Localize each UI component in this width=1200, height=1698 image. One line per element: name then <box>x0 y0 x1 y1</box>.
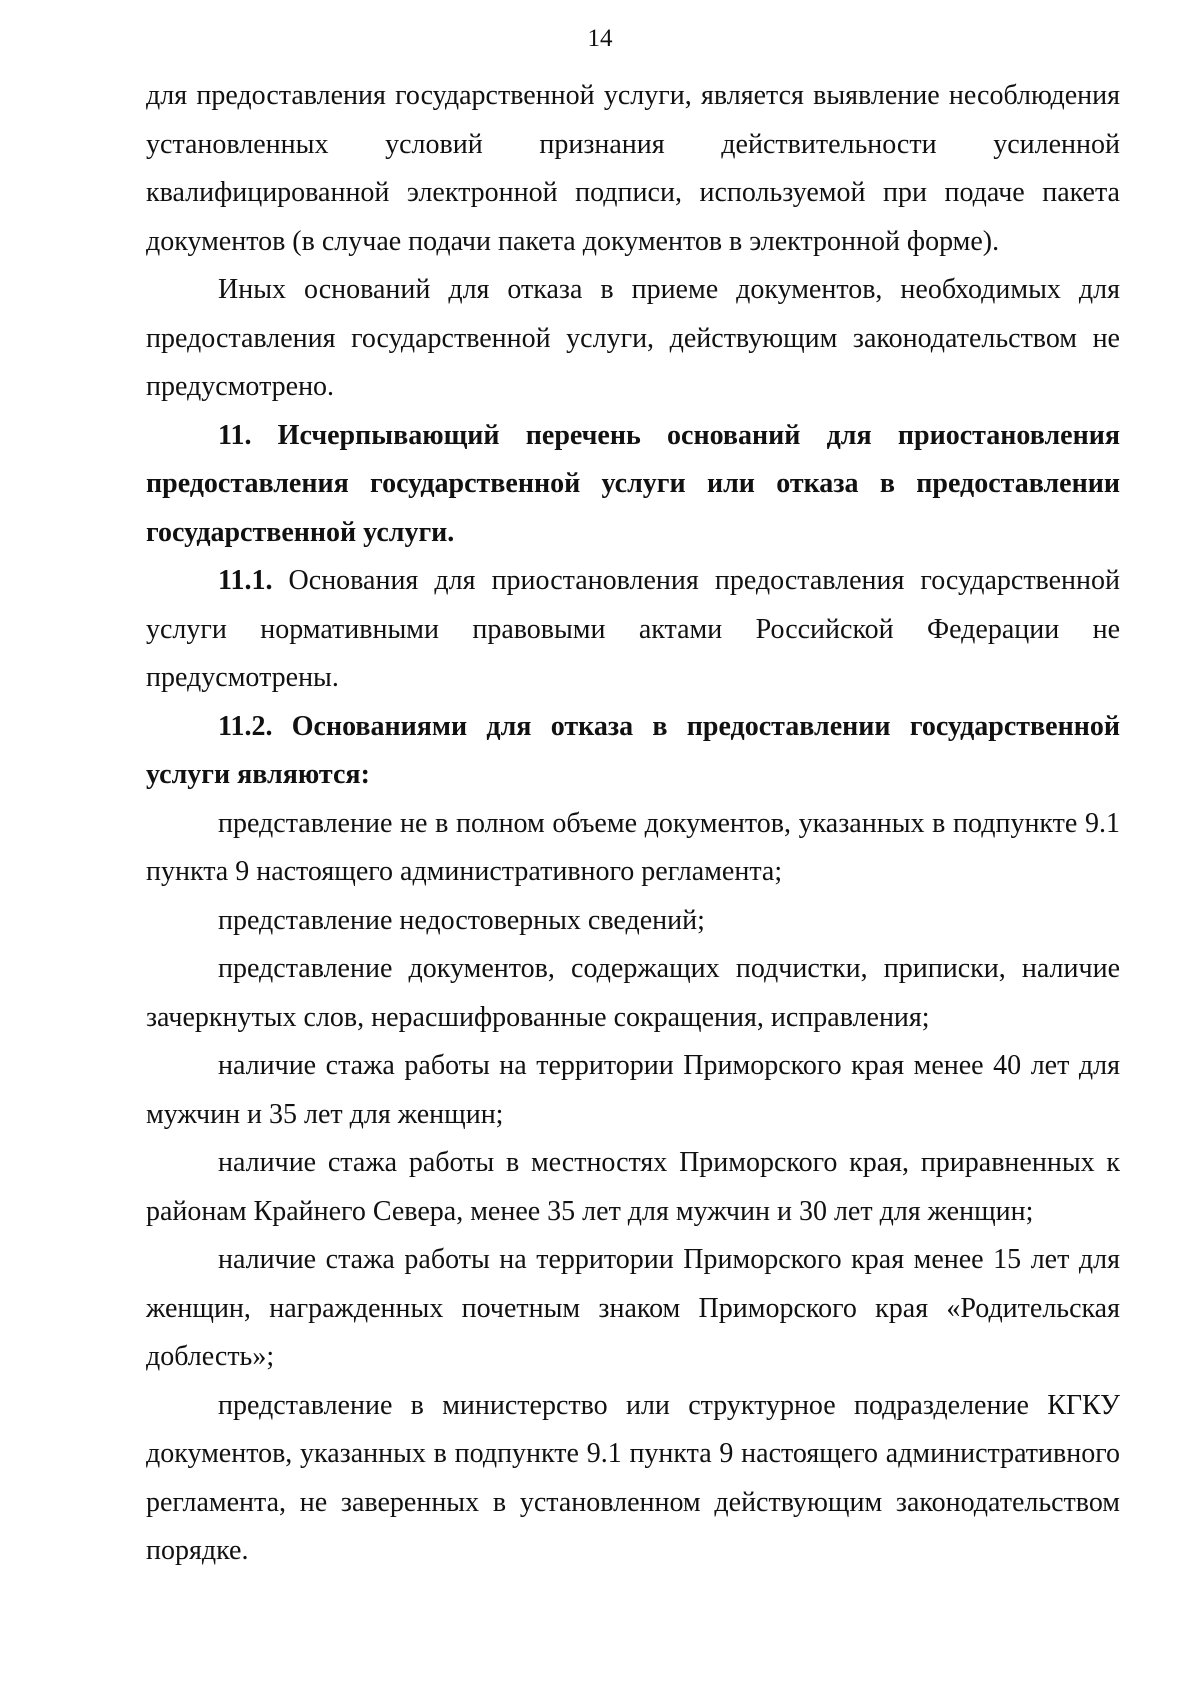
paragraph-11-1 <box>146 557 1120 703</box>
refusal-ground-item: наличие стажа работы на территории Приморского края менее 40 лет для мужчин и 35 лет для женщин; <box>146 1050 1120 1130</box>
refusal-ground-item: представление не в полном объеме документов, указанных в подпункте 9.1 пункта 9 настоящего административного регламента; <box>146 807 1120 887</box>
paragraph-no-other-grounds: Иных оснований для отказа в приеме документов, необходимых для предоставления государственной услуги, действующим законодательством не предусмотрено. <box>146 274 1120 402</box>
paragraph-continuation: для предоставления государственной услуги, является выявление несоблюдения установленных условий признания действительности усиленной квалифицированной электронной подписи, используемой при подаче пакета документов (в случае подачи пакета документов в электронной форме). <box>146 80 1120 257</box>
subsection-heading-11-2: 11.2. Основаниями для отказа в предоставлении государственной услуги являются: <box>146 710 1120 790</box>
document-body <box>146 72 1120 1576</box>
subsection-number-11-1: 11.1. <box>218 565 273 596</box>
subsection-text-11-1: Основания для приостановления предоставления государственной услуги нормативными правовыми актами Российской Федерации не предусмотрены. <box>146 565 1120 693</box>
refusal-ground-item: представление документов, содержащих подчистки, приписки, наличие зачеркнутых слов, нерасшифрованные сокращения, исправления; <box>146 953 1120 1033</box>
refusal-ground-item: наличие стажа работы на территории Приморского края менее 15 лет для женщин, награжденных почетным знаком Приморского края «Родительская доблесть»; <box>146 1244 1120 1372</box>
page-number: 14 <box>587 25 613 52</box>
section-heading-11: 11. Исчерпывающий перечень оснований для приостановления предоставления государственной услуги или отказа в предоставлении государственной услуги. <box>146 419 1120 548</box>
refusal-ground-item: представление недостоверных сведений; <box>218 904 705 936</box>
refusal-ground-item: наличие стажа работы в местностях Приморского края, приравненных к районам Крайнего Севера, менее 35 лет для мужчин и 30 лет для женщин; <box>146 1147 1120 1227</box>
refusal-ground-item: представление в министерство или структурное подразделение КГКУ документов, указанных в подпункте 9.1 пункта 9 настоящего административного регламента, не заверенных в установленном действующим законодательством порядке. <box>146 1389 1120 1566</box>
